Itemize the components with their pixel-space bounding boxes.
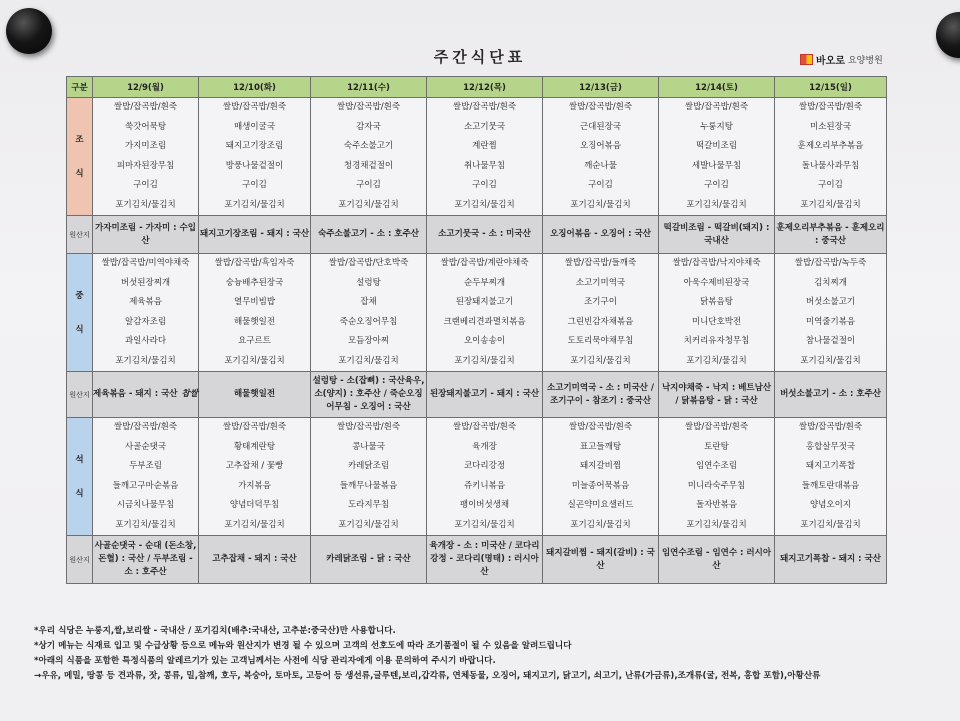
origin-text: 돼지고기장조림 - 돼지 : 국산 [199, 229, 310, 239]
menu-item: 버섯소불고기 [805, 297, 856, 307]
menu-item: 포기김치/물김치 [570, 355, 631, 366]
menu-item: 누룽지탕 [700, 121, 733, 132]
menu-item: 쌀밥/잡곡밥/녹두죽 [794, 258, 867, 268]
magnet-icon [6, 8, 52, 54]
menu-item: 죽순오징어무침 [339, 316, 398, 327]
menu-item: 돼지고기장조림 [225, 141, 284, 151]
menu-item: 소고기뭇국 [463, 121, 506, 132]
origin-text: 설렁탕 - 소(잡뼈) : 국산육우, 소(양지) : 호주산 / 죽순오징어무침 - 오징어 : 국산 [312, 376, 425, 412]
menu-item: 포기김치/물김치 [115, 355, 176, 366]
menu-item: 쌀밥/잡곡밥/흰죽 [452, 102, 517, 112]
menu-item: 구이김 [133, 180, 158, 190]
menu-item: 쌀밥/잡곡밥/흰죽 [798, 102, 863, 112]
menu-item: 감자국 [356, 121, 381, 132]
page-title: 주간식단표 [433, 48, 527, 66]
menu-item: 청경채겉절이 [343, 160, 394, 171]
menu-item: 과일사라다 [124, 336, 167, 346]
menu-item: 쌀밥/잡곡밥/낙지야채죽 [672, 258, 761, 268]
menu-item: 조기구이 [584, 297, 617, 307]
menu-item: 요구르트 [238, 336, 271, 346]
origin-cell [775, 216, 887, 254]
category-origin: 원산지 [67, 536, 93, 584]
lunch-day-cell [543, 254, 659, 372]
menu-item: 쥬키니볶음 [463, 480, 506, 491]
header-gubun: 구분 [67, 77, 93, 98]
menu-item: 도토리묵야채무침 [567, 336, 634, 346]
category-label: 중식 [75, 290, 84, 335]
breakfast-day-cell [199, 98, 311, 216]
origin-cell [93, 216, 199, 254]
lunch-day-cell [427, 254, 543, 372]
menu-item: 육개장 [472, 441, 497, 452]
menu-item: 콩나물국 [352, 441, 385, 452]
menu-item: 쌀밥/잡곡밥/계란야채죽 [440, 258, 529, 268]
menu-item: 사골순댓국 [124, 441, 167, 452]
menu-item: 포기김치/물김치 [686, 199, 747, 210]
menu-item: 도라지무침 [347, 500, 390, 510]
breakfast-day-cell [543, 98, 659, 216]
dinner-row [67, 418, 887, 536]
menu-item: 열무비빔밥 [233, 297, 276, 307]
origin-text: 제육볶음 - 돼지 : 국산 [93, 389, 178, 399]
lunch-row [67, 254, 887, 372]
menu-item: 구이김 [242, 180, 267, 190]
breakfast-day-cell [659, 98, 775, 216]
origin-cell [427, 536, 543, 584]
menu-item: 쌀밥/잡곡밥/들깨죽 [564, 258, 637, 268]
menu-item: 취나물무침 [463, 160, 506, 171]
menu-item: 버섯된장찌개 [120, 277, 171, 288]
origin-cell [775, 372, 887, 418]
hospital-logo [800, 52, 883, 67]
menu-item: 미소된장국 [809, 121, 852, 132]
menu-item: 두부조림 [129, 461, 162, 471]
menu-item: 해물햇일전 [233, 316, 276, 327]
menu-item: 된장돼지불고기 [455, 297, 514, 307]
menu-item: 떡갈비조림 [695, 141, 738, 151]
notes-section [34, 624, 934, 684]
menu-item: 포기김치/물김치 [800, 199, 861, 210]
menu-item: 닭볶음탕 [700, 297, 733, 307]
menu-item: 쌀밥/잡곡밥/흰죽 [336, 422, 401, 432]
menu-item: 방풍나물겉절이 [225, 160, 284, 171]
menu-item: 시금치나물무침 [116, 500, 175, 510]
menu-item: 실곤약미요샐러드 [567, 500, 634, 510]
menu-item: 제육볶음 [129, 297, 162, 307]
lunch-day-cell [93, 254, 199, 372]
origin-text: 낙지야채죽 - 낙지 : 베트남산 / 닭볶음탕 - 닭 : 국산 [661, 382, 772, 406]
menu-item: 카레닭조림 [347, 461, 390, 471]
menu-item: 쌀밥/잡곡밥/흑임자죽 [214, 258, 295, 268]
menu-item: 아욱수제비된장국 [683, 277, 750, 288]
menu-item: 홍합살무젓국 [805, 441, 856, 452]
category-label: 석식 [75, 454, 84, 499]
note-line: *상기 메뉴는 식재료 입고 및 수급상황 등으로 메뉴와 원산지가 변경 될 수 있으며 고객의 선호도에 따라 조기품절이 될 수 있음을 알려드립니다 [34, 641, 572, 651]
menu-item: 구이김 [818, 180, 843, 190]
origin-text: 사골순댓국 - 순대 (돈소창,돈혈) : 국산 / 두부조림 - 소 : 호주산 [94, 541, 197, 577]
menu-item: 그린빈감자채볶음 [567, 316, 634, 327]
menu-item: 세발나물무침 [691, 160, 742, 171]
menu-item: 가지미조림 [124, 141, 167, 151]
origin-text: 돼지갈비찜 - 돼지(갈비) : 국산 [546, 547, 655, 571]
menu-item: 쌀밥/잡곡밥/흰죽 [684, 422, 749, 432]
origin-cell [427, 372, 543, 418]
menu-item: 포기김치/물김치 [454, 199, 515, 210]
menu-item: 가지볶음 [238, 480, 271, 491]
dinner-day-cell [93, 418, 199, 536]
menu-item: 돌자반볶음 [695, 500, 738, 510]
menu-item: 쌀밥/잡곡밥/흰죽 [684, 102, 749, 112]
menu-item: 숭늉배추된장국 [225, 277, 284, 288]
origin-cell [543, 216, 659, 254]
origin-cell [93, 372, 199, 418]
origin-cell [199, 216, 311, 254]
menu-item: 오징어볶음 [579, 141, 622, 151]
menu-item: 쌀밥/잡곡밥/흰죽 [568, 102, 633, 112]
menu-item: 계란찜 [472, 141, 497, 151]
lunch-day-cell [775, 254, 887, 372]
menu-item: 모듬장아찌 [347, 336, 390, 346]
menu-item: 구이김 [588, 180, 613, 190]
origin-cell [543, 372, 659, 418]
menu-item: 알감자조림 [124, 316, 167, 327]
menu-item: 포기김치/물김치 [338, 355, 399, 366]
breakfast_origin-row [67, 216, 887, 254]
menu-item: 들깨무나물볶음 [339, 480, 398, 491]
breakfast-day-cell [775, 98, 887, 216]
category-dinner [67, 418, 93, 536]
dinner-day-cell [659, 418, 775, 536]
logo-brand: 바오로 [816, 56, 845, 67]
weekly-menu-table [66, 76, 887, 584]
menu-item: 쌀밥/잡곡밥/흰죽 [452, 422, 517, 432]
category-label: 조식 [75, 134, 84, 179]
origin-text: 버섯소불고기 - 소 : 호주산 [780, 389, 881, 399]
menu-item: 쌀밥/잡곡밥/미역야채죽 [101, 258, 190, 268]
origin-cell [775, 536, 887, 584]
category-origin: 원산지 [67, 216, 93, 254]
origin-text: 떡갈비조림 - 떡갈비(돼지) : 국내산 [663, 222, 770, 246]
menu-item: 피마자된장무침 [116, 160, 175, 171]
menu-item: 순두부찌개 [463, 277, 506, 288]
menu-item: 크랜베리견과멸치볶음 [443, 316, 526, 327]
menu-item: 쌀밥/잡곡밥/흰죽 [798, 422, 863, 432]
menu-item: 설렁탕 [356, 277, 381, 288]
menu-item: 포기김치/물김치 [224, 355, 285, 366]
origin-text: 숙주소불고기 - 소 : 호주산 [318, 229, 419, 239]
header-day: 12/12(목) [427, 77, 543, 98]
menu-item: 오이송송이 [463, 336, 506, 346]
category-origin: 원산지 [67, 372, 93, 418]
menu-item: 포기김치/물김치 [338, 199, 399, 210]
header-day: 12/11(수) [311, 77, 427, 98]
header-row [67, 77, 887, 98]
origin-text: 임연수조림 - 임연수 : 러시아산 [661, 547, 772, 571]
origin-text: 카레닭조림 - 닭 : 국산 [326, 554, 411, 564]
header-day: 12/10(화) [199, 77, 311, 98]
menu-item: 쌀밥/잡곡밥/흰죽 [222, 422, 287, 432]
menu-item: 미니단호박전 [691, 316, 742, 327]
dinner-day-cell [311, 418, 427, 536]
menu-item: 포기김치/물김치 [570, 519, 631, 530]
header-day: 12/14(토) [659, 77, 775, 98]
origin-cell [427, 216, 543, 254]
menu-item: 깨순나물 [584, 160, 617, 171]
menu-item: 숙주소불고기 [343, 141, 394, 151]
menu-item: 쌀밥/잡곡밥/흰죽 [336, 102, 401, 112]
menu-item: 황태계란탕 [233, 441, 276, 452]
menu-item: 소고기미역국 [575, 277, 626, 288]
origin-text: 고추잡채 - 돼지 : 국산 [212, 554, 297, 564]
lunch-day-cell [199, 254, 311, 372]
header-day: 12/9(월) [93, 77, 199, 98]
origin-text: 가자미조림 - 가자미 : 수입산 [95, 222, 196, 246]
origin-cell [311, 372, 427, 418]
breakfast-day-cell [93, 98, 199, 216]
menu-item: 포기김치/물김치 [115, 519, 176, 530]
origin-cell [311, 536, 427, 584]
origin-text: 소고기미역국 - 소 : 미국산 / 조기구이 - 참조기 : 중국산 [547, 382, 654, 406]
menu-item: 구이김 [704, 180, 729, 190]
menu-item: 고추잡채 / 꽃빵 [225, 461, 284, 471]
menu-item: 잡채 [360, 297, 377, 307]
dinner_origin-row [67, 536, 887, 584]
header-day: 12/13(금) [543, 77, 659, 98]
dinner-day-cell [775, 418, 887, 536]
menu-item: 쌀밥/잡곡밥/흰죽 [113, 422, 178, 432]
menu-item: 치커리유자청무침 [683, 336, 750, 346]
menu-item: 포기김치/물김치 [224, 199, 285, 210]
menu-item: 양념더덕무침 [229, 500, 280, 510]
category-breakfast [67, 98, 93, 216]
menu-item: 포기김치/물김치 [800, 355, 861, 366]
breakfast-day-cell [427, 98, 543, 216]
menu-item: 김치찌개 [814, 277, 847, 288]
menu-item: 팽이버섯생채 [459, 500, 510, 510]
menu-item: 쌀밥/잡곡밥/흰죽 [568, 422, 633, 432]
origin-text: 돼지고기폭찹 - 돼지 : 국산 [780, 554, 881, 564]
menu-item: 미니라숙주무침 [687, 480, 746, 491]
note-line: *우리 식당은 누룽지,쌀,보리쌀 - 국내산 / 포기김치(배추:국내산, 고추분:중국산)만 사용합니다. [34, 626, 396, 636]
breakfast-day-cell [311, 98, 427, 216]
origin-text: 훈제오리부추볶음 - 훈제오리 : 중국산 [776, 222, 885, 246]
header-day: 12/15(일) [775, 77, 887, 98]
menu-item: 포기김치/물김치 [115, 199, 176, 210]
menu-item: 미늘종어묵볶음 [571, 480, 630, 491]
menu-item: 돼지고기폭찹 [805, 461, 856, 471]
menu-item: 포기김치/물김치 [224, 519, 285, 530]
origin-cell [659, 536, 775, 584]
menu-item: 토란탕 [704, 441, 729, 452]
origin-cell [93, 536, 199, 584]
note-line: *아래의 식품을 포함한 특정식품의 알레르기가 있는 고객님께서는 사전에 식당 관리자에게 이용 문의하여 주시기 바랍니다. [34, 656, 496, 666]
breakfast-row [67, 98, 887, 216]
menu-item: 쌀밥/잡곡밥/흰죽 [113, 102, 178, 112]
origin-text: 소고기뭇국 - 소 : 미국산 [438, 229, 531, 239]
menu-item: 쌀밥/잡곡밥/흰죽 [222, 102, 287, 112]
dinner-day-cell [543, 418, 659, 536]
menu-item: 포기김치/물김치 [338, 519, 399, 530]
dinner-day-cell [427, 418, 543, 536]
menu-item: 들깨토란대볶음 [801, 480, 860, 491]
origin-text: 육개장 - 소 : 미국산 / 코다리강정 - 코다리(명태) : 러시아산 [429, 541, 540, 577]
menu-item: 양념오이지 [809, 500, 852, 510]
origin-text: 된장돼지불고기 - 돼지 : 국산 [429, 389, 540, 399]
origin-cell [199, 536, 311, 584]
dinner-day-cell [199, 418, 311, 536]
menu-item: 미역줄기볶음 [805, 316, 856, 327]
origin-text: 오징어볶음 - 오징어 : 국산 [550, 229, 651, 239]
magnet-icon [936, 12, 960, 58]
menu-item: 매생이굴국 [233, 121, 276, 132]
menu-item: 포기김치/물김치 [686, 519, 747, 530]
menu-item: 포기김치/물김치 [454, 519, 515, 530]
handwritten-note: 찹쌀 [181, 389, 198, 399]
lunch-day-cell [659, 254, 775, 372]
note-line: →우유, 메밀, 땅콩 등 견과류, 잣, 콩류, 밀,참깨, 호두, 복숭아, 토마토, 고등어 등 생선류,글루텐,보리,갑각류, 연체동물, 오징어, 돼지고기, 닭고기, 쇠고기, 난류(가금류),조개류(굴, 전복, 홍합 포함),아황산류 [34, 671, 821, 681]
menu-item: 임연수조림 [695, 461, 738, 471]
origin-text: 해물햇일전 [233, 389, 276, 399]
menu-item: 코다리강정 [463, 461, 506, 471]
lunch-day-cell [311, 254, 427, 372]
origin-cell [311, 216, 427, 254]
menu-item: 포기김치/물김치 [454, 355, 515, 366]
origin-cell [659, 216, 775, 254]
menu-item: 돌나물사과무침 [801, 160, 860, 171]
menu-item: 포기김치/물김치 [686, 355, 747, 366]
menu-item: 포기김치/물김치 [800, 519, 861, 530]
menu-item: 근대된장국 [579, 121, 622, 132]
menu-item: 포기김치/물김치 [570, 199, 631, 210]
category-lunch [67, 254, 93, 372]
origin-cell [199, 372, 311, 418]
menu-item: 들깨고구마순볶음 [112, 480, 179, 491]
lunch_origin-row [67, 372, 887, 418]
menu-item: 표고들깨탕 [579, 441, 622, 452]
menu-item: 참나물겉절이 [805, 336, 856, 346]
origin-cell [543, 536, 659, 584]
logo-mark-icon [800, 54, 813, 65]
menu-item: 쑥갓어묵탕 [124, 121, 167, 132]
menu-item: 쌀밥/잡곡밥/단호박죽 [328, 258, 409, 268]
menu-item: 돼지갈비찜 [579, 461, 622, 471]
origin-cell [659, 372, 775, 418]
menu-item: 구이김 [472, 180, 497, 190]
logo-name: 요양병원 [847, 56, 883, 66]
menu-item: 훈제오리부추볶음 [797, 141, 864, 151]
menu-item: 구이김 [356, 180, 381, 190]
